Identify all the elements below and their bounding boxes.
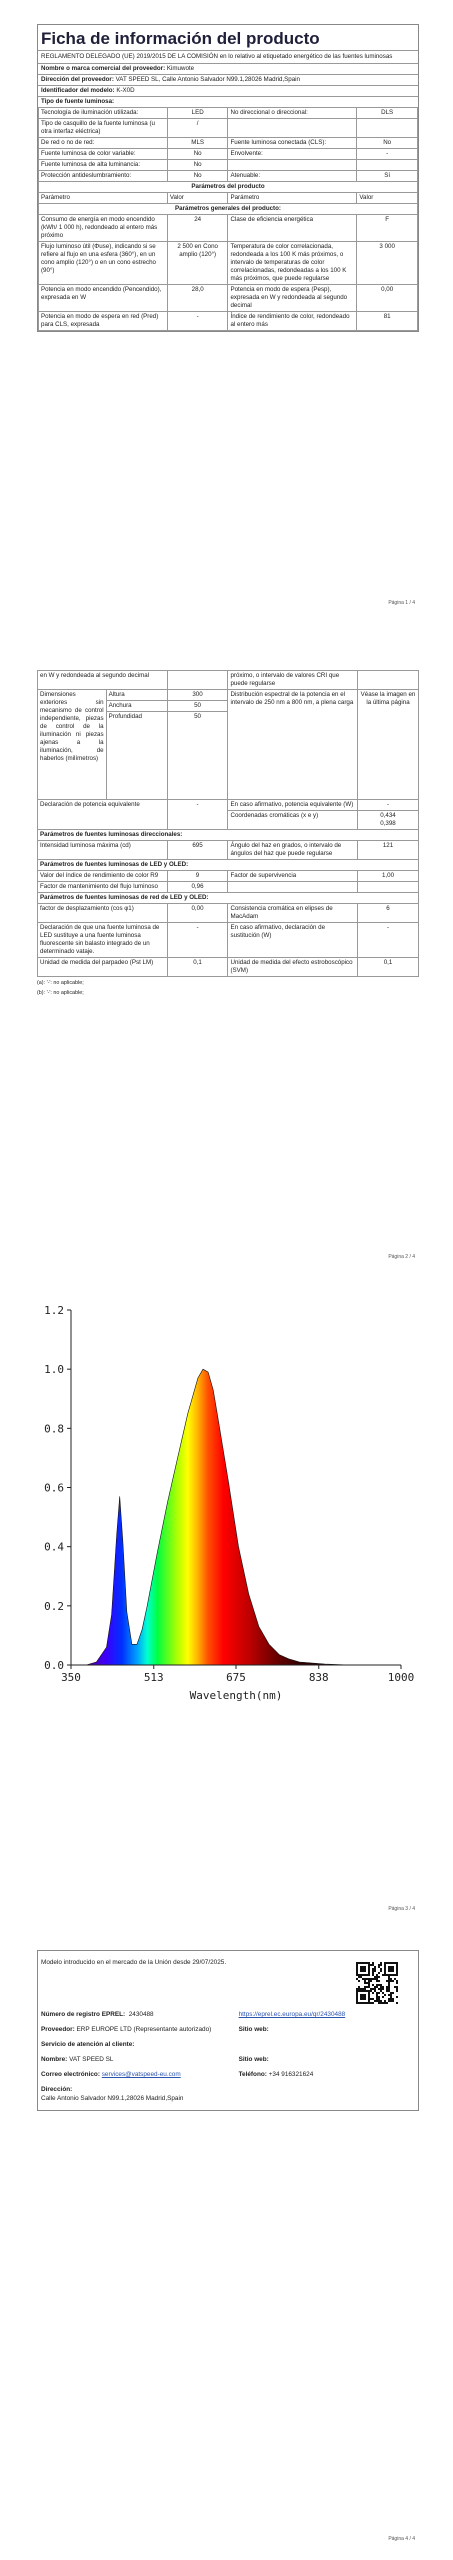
col-param-2: Parámetro: [228, 193, 357, 204]
cell-param: Tecnología de iluminación utilizada:: [39, 108, 168, 119]
email-link[interactable]: services@vatspeed-eu.com: [101, 2071, 181, 2078]
eprel-link[interactable]: https://eprel.ec.europa.eu/qr/2430488: [238, 2011, 346, 2018]
cell-param: Valor del índice de rendimiento de color R9: [38, 871, 168, 882]
eprel-number: 2430488: [128, 2011, 154, 2018]
table-row: [38, 923, 419, 958]
equiv-d: -: [358, 800, 419, 811]
coords-value: 0,434 0,398: [358, 811, 419, 830]
x-tick-label: 1000: [387, 1671, 415, 1684]
page-4: [0, 1940, 453, 2560]
page-number: Página 3 / 4: [388, 1906, 415, 1912]
type-label: Tipo de fuente luminosa:: [41, 98, 115, 105]
cell-param: Fuente luminosa de alta luminancia:: [39, 160, 168, 171]
table-row: [39, 215, 418, 242]
cell-value: 2 500 en Cono amplio (120°): [167, 242, 228, 285]
cell-param: En caso afirmativo, declaración de sustitución (W): [228, 923, 358, 958]
coords-label: Coordenadas cromáticas (x e y): [228, 811, 358, 830]
x-tick-label: 513: [143, 1671, 164, 1684]
footnote: (b): '-': no aplicable;: [37, 990, 84, 996]
cell-param: Atenuable:: [228, 171, 357, 182]
mls-title: Parámetros de fuentes luminosas de red de LED y OLED:: [38, 893, 419, 904]
y-tick-label: 0.2: [44, 1599, 64, 1613]
cell-value: No: [167, 160, 228, 171]
info-sheet: [37, 1950, 419, 2111]
cell-param: Envolvente:: [228, 149, 357, 160]
cell-param: próximo, o intervalo de valores CRI que puede regularse: [228, 671, 358, 690]
cell-param: [228, 882, 358, 893]
model-identifier: K-X0D: [116, 87, 135, 94]
page-number: Página 4 / 4: [388, 2536, 415, 2542]
service-label: Servicio de atención al cliente:: [41, 2041, 135, 2048]
table-row: [39, 138, 418, 149]
y-tick-label: 1.2: [44, 1304, 64, 1317]
dim-value: 300: [167, 690, 228, 701]
cell-value: 0,00: [357, 285, 418, 312]
supplier-address-label: Dirección del proveedor:: [41, 76, 114, 83]
y-tick-label: 0.4: [44, 1540, 64, 1554]
dim-value: 50: [167, 712, 228, 800]
cell-value: [357, 160, 418, 171]
supplier-address: VAT SPEED SL, Calle Antonio Salvador N99.1,28026 Madrid,Spain: [115, 76, 300, 83]
cell-value: 24: [167, 215, 228, 242]
cell-param: Ángulo del haz en grados, o intervalo de ángulos del haz que puede regularse: [228, 841, 358, 860]
cell-param: Unidad de medida del parpadeo (Pst LM): [38, 958, 168, 977]
table-row: [39, 171, 418, 182]
cell-param: Consumo de energía en modo encendido (kWh/ 1 000 h), redondeado al entero más próximo: [39, 215, 168, 242]
cell-value: 6: [358, 904, 419, 923]
col-value-2: Valor: [357, 193, 418, 204]
dist-value: Véase la imagen en la última página: [358, 690, 419, 800]
intro-text: Modelo introducido en el mercado de la Unión desde 29/07/2025.: [41, 1959, 227, 1966]
product-sheet-page-2: [37, 670, 419, 997]
cell-value: [167, 671, 228, 690]
type-heading: [38, 97, 418, 107]
table-row: [38, 904, 419, 923]
cell-param: No direccional o direccional:: [228, 108, 357, 119]
equiv-value: -: [167, 800, 228, 830]
cell-value: -: [167, 923, 228, 958]
equiv-c: En caso afirmativo, potencia equivalente (W): [228, 800, 358, 811]
cell-value: 0,00: [167, 904, 228, 923]
phone-value: +34 916321624: [268, 2071, 314, 2078]
provider-web-label: Sitio web:: [238, 2026, 269, 2033]
cell-value: Sí: [357, 171, 418, 182]
cell-value: 81: [357, 312, 418, 331]
table-row: [39, 242, 418, 285]
table-row: [39, 160, 418, 171]
cell-value: [358, 671, 419, 690]
page-number: Página 1 / 4: [388, 600, 415, 606]
cell-param: factor de desplazamiento (cos φ1): [38, 904, 168, 923]
cell-value: [358, 882, 419, 893]
cell-value: 3 000: [357, 242, 418, 285]
cell-param: Índice de rendimiento de color, redondeado al entero más: [228, 312, 357, 331]
dist-label: Distribución espectral de la potencia en el intervalo de 250 nm a 800 nm, a plena carga: [228, 690, 358, 800]
table-row: [38, 882, 419, 893]
cell-value: -: [167, 312, 228, 331]
supplier-address-row: [38, 75, 418, 86]
col-value-1: Valor: [167, 193, 228, 204]
table-row: [39, 312, 418, 331]
model-label: Identificador del modelo:: [41, 87, 115, 94]
spectrum-svg: [18, 1300, 418, 1710]
x-tick-label: 675: [226, 1671, 246, 1684]
cell-value: No: [167, 149, 228, 160]
dim-key: Anchura: [106, 701, 167, 712]
address-value: Calle Antonio Salvador N99.1,28026 Madrid,Spain: [41, 2095, 184, 2102]
cell-value: 0,1: [167, 958, 228, 977]
name-value: VAT SPEED SL: [69, 2056, 114, 2063]
cell-value: /: [167, 119, 228, 138]
dims-label: Dimensiones exteriores sin mecanismo de control independiente, piezas de control de la iluminación ni piezas ajenas a la iluminación, de haberlos (milímetros): [38, 690, 107, 800]
cell-value: F: [357, 215, 418, 242]
cell-param: Factor de supervivencia: [228, 871, 358, 882]
y-tick-label: 0.6: [44, 1481, 64, 1495]
table-row: [39, 119, 418, 138]
cell-value: -: [357, 149, 418, 160]
params-table-2: [37, 670, 419, 977]
cell-value: 695: [167, 841, 228, 860]
cell-param: Tipo de casquillo de la fuente luminosa (u otra interfaz eléctrica): [39, 119, 168, 138]
supplier-name-row: [38, 64, 418, 75]
footnote: (a): '-': no aplicable;: [37, 980, 84, 986]
cell-param: Potencia en modo de espera en red (Pred) para CLS, expresada: [39, 312, 168, 331]
cell-value: -: [358, 923, 419, 958]
table-row: [38, 690, 419, 701]
supplier-name: Kimuwote: [166, 65, 195, 72]
table-row: [38, 871, 419, 882]
cell-param: Consistencia cromática en elipses de MacAdam: [228, 904, 358, 923]
cell-param: Unidad de medida del efecto estroboscópico (SVM): [228, 958, 358, 977]
params-title: Parámetros del producto: [39, 182, 418, 193]
y-tick-label: 0.0: [44, 1659, 64, 1672]
dim-key: Altura: [106, 690, 167, 701]
led-title: Parámetros de fuentes luminosas de LED y OLED:: [38, 860, 419, 871]
page-title: Ficha de información del producto: [38, 25, 418, 51]
x-axis-label: Wavelength(nm): [189, 1689, 283, 1702]
cell-param: Clase de eficiencia energética: [228, 215, 357, 242]
cell-param: Flujo luminoso útil (Φuse), indicando si se refiere al flujo en una esfera (360°), en un cono amplio (120°) o en un cono estrecho (90°): [39, 242, 168, 285]
page-number: Página 2 / 4: [388, 1254, 415, 1260]
qr-cell: [236, 1955, 418, 2007]
cell-value: 121: [358, 841, 419, 860]
supplier-name-label: Nombre o marca comercial del proveedor:: [41, 65, 166, 72]
equiv-label: Declaración de potencia equivalente: [38, 800, 168, 830]
cell-value: 1,00: [358, 871, 419, 882]
cell-param: [228, 119, 357, 138]
cell-param: Intensidad luminosa máxima (cd): [38, 841, 168, 860]
cell-param: en W y redondeada al segundo decimal: [38, 671, 168, 690]
cell-value: 28,0: [167, 285, 228, 312]
cell-param: Fuente luminosa conectada (CLS):: [228, 138, 357, 149]
table-row: [38, 958, 419, 977]
cell-param: Declaración de que una fuente luminosa de LED sustituye a una fuente luminosa fluorescente sin balasto integrado de un determinado vataje.: [38, 923, 168, 958]
cell-param: Potencia en modo encendido (Pencendido), expresada en W: [39, 285, 168, 312]
spectrum-chart: [18, 1300, 418, 1710]
regulation-text: REGLAMENTO DELEGADO (UE) 2019/2015 DE LA COMISIÓN en lo relativo al etiquetado energético de las fuentes luminosas: [38, 51, 418, 64]
eprel-label: Número de registro EPREL:: [41, 2011, 126, 2018]
model-row: [38, 86, 418, 97]
x-tick-label: 838: [308, 1671, 329, 1684]
cell-param: Temperatura de color correlacionada, redondeada a los 100 K más próximos, o intervalo de temperaturas de color correlacionadas, redondeadas a los 100 K más próximos, que puede regularse: [228, 242, 357, 285]
col-param-1: Parámetro: [39, 193, 168, 204]
page-2: [0, 660, 453, 1270]
address-label: Dirección:: [41, 2086, 73, 2093]
cell-param: Factor de mantenimiento del flujo luminoso: [38, 882, 168, 893]
cell-value: 9: [167, 871, 228, 882]
phone-label: Teléfono:: [238, 2071, 267, 2078]
info-table: [38, 1955, 418, 2106]
cell-value: MLS: [167, 138, 228, 149]
page-1: [0, 0, 453, 620]
type-table: [38, 107, 418, 331]
cell-value: 0,96: [167, 882, 228, 893]
cell-param: [228, 160, 357, 171]
provider-value: ERP EUROPE LTD (Representante autorizado): [76, 2026, 212, 2033]
table-row: [38, 841, 419, 860]
table-row: [39, 108, 418, 119]
general-title: Parámetros generales del producto:: [39, 204, 418, 215]
product-sheet-page-1: [37, 24, 419, 332]
dim-value: 50: [167, 701, 228, 712]
cell-value: [357, 119, 418, 138]
cell-param: Fuente luminosa de color variable:: [39, 149, 168, 160]
cell-value: No: [167, 171, 228, 182]
cell-param: De red o no de red:: [39, 138, 168, 149]
y-tick-label: 1.0: [44, 1363, 64, 1377]
cell-value: DLS: [357, 108, 418, 119]
table-row: [39, 285, 418, 312]
cell-param: Potencia en modo de espera (Pesp), expresada en W y redondeada al segundo decimal: [228, 285, 357, 312]
table-row: [38, 671, 419, 690]
qr-code-icon[interactable]: [356, 1962, 398, 2004]
y-tick-label: 0.8: [44, 1422, 64, 1436]
cell-value: No: [357, 138, 418, 149]
email-label: Correo electrónico:: [41, 2071, 100, 2078]
service-web-label: Sitio web:: [238, 2056, 269, 2063]
name-label: Nombre:: [41, 2056, 68, 2063]
cell-value: 0,1: [358, 958, 419, 977]
cell-value: LED: [167, 108, 228, 119]
table-row: [39, 149, 418, 160]
table-row: [38, 800, 419, 811]
cell-param: Protección antideslumbramiento:: [39, 171, 168, 182]
provider-label: Proveedor:: [41, 2026, 75, 2033]
dir-title: Parámetros de fuentes luminosas direccionales:: [38, 830, 419, 841]
dim-key: Profundidad: [106, 712, 167, 800]
x-tick-label: 350: [61, 1671, 81, 1684]
